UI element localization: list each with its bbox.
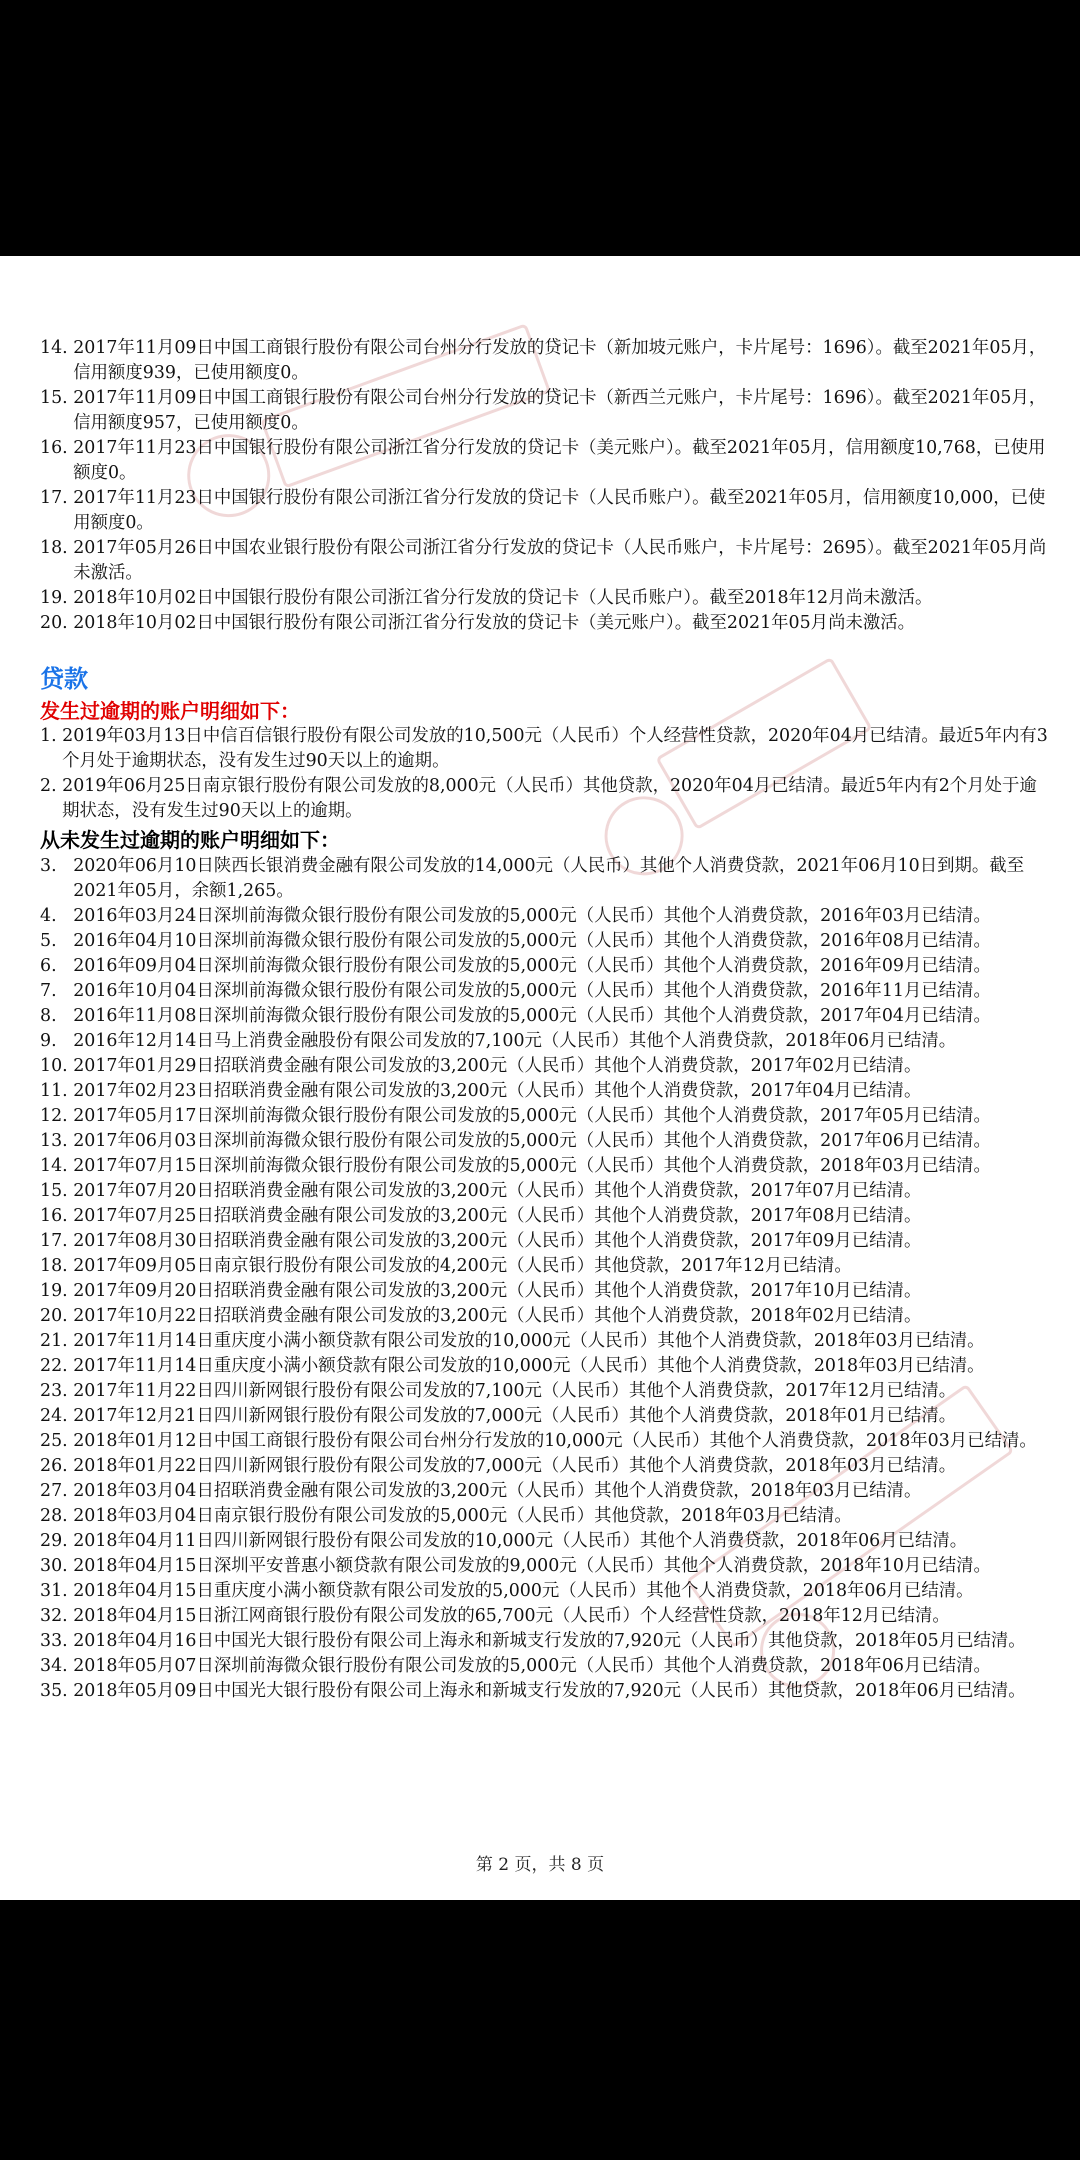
list-item [40, 1129, 1050, 1154]
list-item-text: 2018年05月07日深圳前海微众银行股份有限公司发放的5,000元（人民币）其他个人消费贷款，2018年06月已结清。 [73, 1656, 991, 1676]
list-item [40, 1179, 1050, 1204]
list-item-number: 17. [40, 488, 74, 508]
loan-section-title: 贷款 [40, 664, 88, 693]
list-item [40, 1454, 1050, 1479]
list-item-text: 2018年04月15日重庆度小满小额贷款有限公司发放的5,000元（人民币）其他个人消费贷款，2018年06月已结清。 [73, 1581, 974, 1601]
list-item [40, 611, 1050, 636]
list-item-number: 28. [40, 1506, 74, 1526]
list-item-number: 15. [40, 1181, 74, 1201]
list-item-number: 14. [40, 1156, 74, 1176]
list-item [40, 1079, 1050, 1104]
list-item [40, 1254, 1050, 1279]
list-item-number: 24. [40, 1406, 74, 1426]
list-item [40, 1054, 1050, 1079]
list-item-text: 2016年10月04日深圳前海微众银行股份有限公司发放的5,000元（人民币）其他个人消费贷款，2016年11月已结清。 [73, 981, 991, 1001]
list-item [40, 904, 1050, 929]
list-item-text: 2016年11月08日深圳前海微众银行股份有限公司发放的5,000元（人民币）其他个人消费贷款，2017年04月已结清。 [73, 1006, 991, 1026]
list-item-text: 2018年04月11日四川新网银行股份有限公司发放的10,000元（人民币）其他个人消费贷款，2018年06月已结清。 [73, 1531, 968, 1551]
list-item-number: 13. [40, 1131, 74, 1151]
list-item-number: 18. [40, 538, 74, 558]
list-item-number: 12. [40, 1106, 74, 1126]
list-item-text: 2017年11月22日四川新网银行股份有限公司发放的7,100元（人民币）其他个人消费贷款，2017年12月已结清。 [73, 1381, 957, 1401]
list-item [40, 979, 1050, 1004]
list-item [40, 436, 1050, 486]
list-item-text: 2020年06月10日陕西长银消费金融有限公司发放的14,000元（人民币）其他个人消费贷款，2021年06月10日到期。截至2021年05月，余额1,265。 [73, 856, 1025, 901]
list-item-number: 30. [40, 1556, 74, 1576]
list-item [40, 1654, 1050, 1679]
list-item-text: 2016年03月24日深圳前海微众银行股份有限公司发放的5,000元（人民币）其他个人消费贷款，2016年03月已结清。 [73, 906, 991, 926]
list-item-text: 2018年04月15日深圳平安普惠小额贷款有限公司发放的9,000元（人民币）其他个人消费贷款，2018年10月已结清。 [73, 1556, 991, 1576]
list-item-text: 2017年09月20日招联消费金融有限公司发放的3,200元（人民币）其他个人消费贷款，2017年10月已结清。 [73, 1281, 922, 1301]
list-item [40, 1404, 1050, 1429]
list-item-text: 2017年07月20日招联消费金融有限公司发放的3,200元（人民币）其他个人消费贷款，2017年07月已结清。 [73, 1181, 922, 1201]
list-item-text: 2018年05月09日中国光大银行股份有限公司上海永和新城支行发放的7,920元（人民币）其他贷款，2018年06月已结清。 [73, 1681, 1026, 1701]
credit-card-list [40, 336, 1050, 636]
list-item-text: 2018年03月04日招联消费金融有限公司发放的3,200元（人民币）其他个人消费贷款，2018年03月已结清。 [73, 1481, 922, 1501]
list-item-number: 8. [40, 1006, 74, 1026]
list-item-text: 2018年01月12日中国工商银行股份有限公司台州分行发放的10,000元（人民币）其他个人消费贷款，2018年03月已结清。 [73, 1431, 1037, 1451]
normal-loan-list [40, 854, 1050, 1704]
list-item-text: 2017年01月29日招联消费金融有限公司发放的3,200元（人民币）其他个人消费贷款，2017年02月已结清。 [73, 1056, 922, 1076]
list-item-number: 23. [40, 1381, 74, 1401]
top-black-bar [0, 0, 1080, 256]
list-item-text: 2018年01月22日四川新网银行股份有限公司发放的7,000元（人民币）其他个人消费贷款，2018年03月已结清。 [73, 1456, 957, 1476]
list-item [40, 1679, 1050, 1704]
list-item-text: 2017年02月23日招联消费金融有限公司发放的3,200元（人民币）其他个人消费贷款，2017年04月已结清。 [73, 1081, 922, 1101]
list-item-number: 16. [40, 1206, 74, 1226]
list-item-text: 2017年11月23日中国银行股份有限公司浙江省分行发放的贷记卡（人民币账户）。截至2021年05月，信用额度10,000，已使用额度0。 [73, 488, 1046, 533]
page-number: 第 2 页，共 8 页 [475, 1855, 605, 1875]
list-item-number: 25. [40, 1431, 74, 1451]
list-item [40, 1104, 1050, 1129]
overdue-accounts-heading: 发生过逾期的账户明细如下： [40, 699, 300, 723]
list-item [40, 486, 1050, 536]
list-item [40, 854, 1050, 904]
list-item-number: 15. [40, 388, 74, 408]
list-item-number: 5. [40, 931, 74, 951]
list-item-text: 2017年11月14日重庆度小满小额贷款有限公司发放的10,000元（人民币）其他个人消费贷款，2018年03月已结清。 [73, 1356, 985, 1376]
list-item [40, 724, 1050, 774]
list-item-text: 2017年08月30日招联消费金融有限公司发放的3,200元（人民币）其他个人消费贷款，2017年09月已结清。 [73, 1231, 922, 1251]
list-item-number: 4. [40, 906, 74, 926]
list-item [40, 1354, 1050, 1379]
list-item-text: 2017年11月23日中国银行股份有限公司浙江省分行发放的贷记卡（美元账户）。截至2021年05月，信用额度10,768，已使用额度0。 [73, 438, 1046, 483]
list-item-text: 2017年11月09日中国工商银行股份有限公司台州分行发放的贷记卡（新西兰元账户，卡片尾号：1696）。截至2021年05月，信用额度957，已使用额度0。 [73, 388, 1047, 433]
list-item-number: 32. [40, 1606, 74, 1626]
list-item [40, 1204, 1050, 1229]
list-item-number: 14. [40, 338, 74, 358]
list-item-number: 3. [40, 856, 74, 876]
list-item-text: 2018年10月02日中国银行股份有限公司浙江省分行发放的贷记卡（美元账户）。截至2021年05月尚未激活。 [73, 613, 916, 633]
list-item-number: 17. [40, 1231, 74, 1251]
list-item-number: 19. [40, 588, 74, 608]
list-item [40, 1479, 1050, 1504]
list-item [40, 1429, 1050, 1454]
list-item-text: 2017年05月17日深圳前海微众银行股份有限公司发放的5,000元（人民币）其他个人消费贷款，2017年05月已结清。 [73, 1106, 991, 1126]
bottom-black-bar [0, 1900, 1080, 2160]
list-item-number: 7. [40, 981, 74, 1001]
list-item-text: 2017年07月25日招联消费金融有限公司发放的3,200元（人民币）其他个人消费贷款，2017年08月已结清。 [73, 1206, 922, 1226]
list-item-number: 6. [40, 956, 74, 976]
report-content [40, 336, 1050, 1704]
list-item [40, 1279, 1050, 1304]
list-item-number: 2. [40, 776, 63, 796]
list-item-number: 19. [40, 1281, 74, 1301]
list-item [40, 536, 1050, 586]
list-item-text: 2017年10月22日招联消费金融有限公司发放的3,200元（人民币）其他个人消费贷款，2018年02月已结清。 [73, 1306, 922, 1326]
list-item-number: 10. [40, 1056, 74, 1076]
list-item-number: 20. [40, 1306, 74, 1326]
list-item-text: 2018年10月02日中国银行股份有限公司浙江省分行发放的贷记卡（人民币账户）。截至2018年12月尚未激活。 [73, 588, 933, 608]
list-item-text: 2018年04月16日中国光大银行股份有限公司上海永和新城支行发放的7,920元（人民币）其他贷款，2018年05月已结清。 [73, 1631, 1026, 1651]
list-item-number: 18. [40, 1256, 74, 1276]
overdue-loan-list [40, 724, 1050, 824]
list-item-number: 29. [40, 1531, 74, 1551]
list-item-text: 2017年11月14日重庆度小满小额贷款有限公司发放的10,000元（人民币）其他个人消费贷款，2018年03月已结清。 [73, 1331, 985, 1351]
list-item [40, 1504, 1050, 1529]
list-item-number: 34. [40, 1656, 74, 1676]
list-item-text: 2018年04月15日浙江网商银行股份有限公司发放的65,700元（人民币）个人经营性贷款，2018年12月已结清。 [73, 1606, 950, 1626]
list-item [40, 1229, 1050, 1254]
list-item-text: 2019年06月25日南京银行股份有限公司发放的8,000元（人民币）其他贷款，2020年04月已结清。最近5年内有2个月处于逾期状态，没有发生过90天以上的逾期。 [62, 776, 1037, 821]
list-item-text: 2017年06月03日深圳前海微众银行股份有限公司发放的5,000元（人民币）其他个人消费贷款，2017年06月已结清。 [73, 1131, 991, 1151]
list-item-number: 21. [40, 1331, 74, 1351]
list-item [40, 1604, 1050, 1629]
list-item-number: 22. [40, 1356, 74, 1376]
list-item [40, 1629, 1050, 1654]
list-item [40, 586, 1050, 611]
list-item-number: 27. [40, 1481, 74, 1501]
list-item [40, 1329, 1050, 1354]
list-item-text: 2017年11月09日中国工商银行股份有限公司台州分行发放的贷记卡（新加坡元账户，卡片尾号：1696）。截至2021年05月，信用额度939，已使用额度0。 [73, 338, 1047, 383]
list-item [40, 386, 1050, 436]
list-item-text: 2018年03月04日南京银行股份有限公司发放的5,000元（人民币）其他贷款，2018年03月已结清。 [73, 1506, 852, 1526]
report-page [0, 256, 1080, 1900]
list-item-text: 2016年04月10日深圳前海微众银行股份有限公司发放的5,000元（人民币）其他个人消费贷款，2016年08月已结清。 [73, 931, 991, 951]
list-item-text: 2017年05月26日中国农业银行股份有限公司浙江省分行发放的贷记卡（人民币账户，卡片尾号：2695）。截至2021年05月尚未激活。 [73, 538, 1047, 583]
list-item [40, 954, 1050, 979]
list-item-number: 11. [40, 1081, 74, 1101]
list-item [40, 929, 1050, 954]
list-item-number: 26. [40, 1456, 74, 1476]
list-item-text: 2017年07月15日深圳前海微众银行股份有限公司发放的5,000元（人民币）其他个人消费贷款，2018年03月已结清。 [73, 1156, 991, 1176]
list-item-number: 9. [40, 1031, 74, 1051]
list-item-text: 2019年03月13日中信百信银行股份有限公司发放的10,500元（人民币）个人经营性贷款，2020年04月已结清。最近5年内有3个月处于逾期状态，没有发生过90天以上的逾期。 [62, 726, 1048, 771]
list-item [40, 336, 1050, 386]
list-item-number: 1. [40, 726, 63, 746]
list-item [40, 1379, 1050, 1404]
list-item-number: 33. [40, 1631, 74, 1651]
list-item [40, 774, 1050, 824]
list-item [40, 1554, 1050, 1579]
list-item [40, 1304, 1050, 1329]
list-item-text: 2016年12月14日马上消费金融股份有限公司发放的7,100元（人民币）其他个人消费贷款，2018年06月已结清。 [73, 1031, 957, 1051]
list-item [40, 1529, 1050, 1554]
normal-accounts-heading: 从未发生过逾期的账户明细如下： [40, 828, 340, 852]
list-item-text: 2016年09月04日深圳前海微众银行股份有限公司发放的5,000元（人民币）其他个人消费贷款，2016年09月已结清。 [73, 956, 991, 976]
list-item-number: 20. [40, 613, 74, 633]
list-item [40, 1154, 1050, 1179]
list-item [40, 1004, 1050, 1029]
list-item-number: 35. [40, 1681, 74, 1701]
list-item-number: 31. [40, 1581, 74, 1601]
list-item-number: 16. [40, 438, 74, 458]
list-item [40, 1579, 1050, 1604]
list-item-text: 2017年09月05日南京银行股份有限公司发放的4,200元（人民币）其他贷款，2017年12月已结清。 [73, 1256, 852, 1276]
list-item [40, 1029, 1050, 1054]
list-item-text: 2017年12月21日四川新网银行股份有限公司发放的7,000元（人民币）其他个人消费贷款，2018年01月已结清。 [73, 1406, 957, 1426]
